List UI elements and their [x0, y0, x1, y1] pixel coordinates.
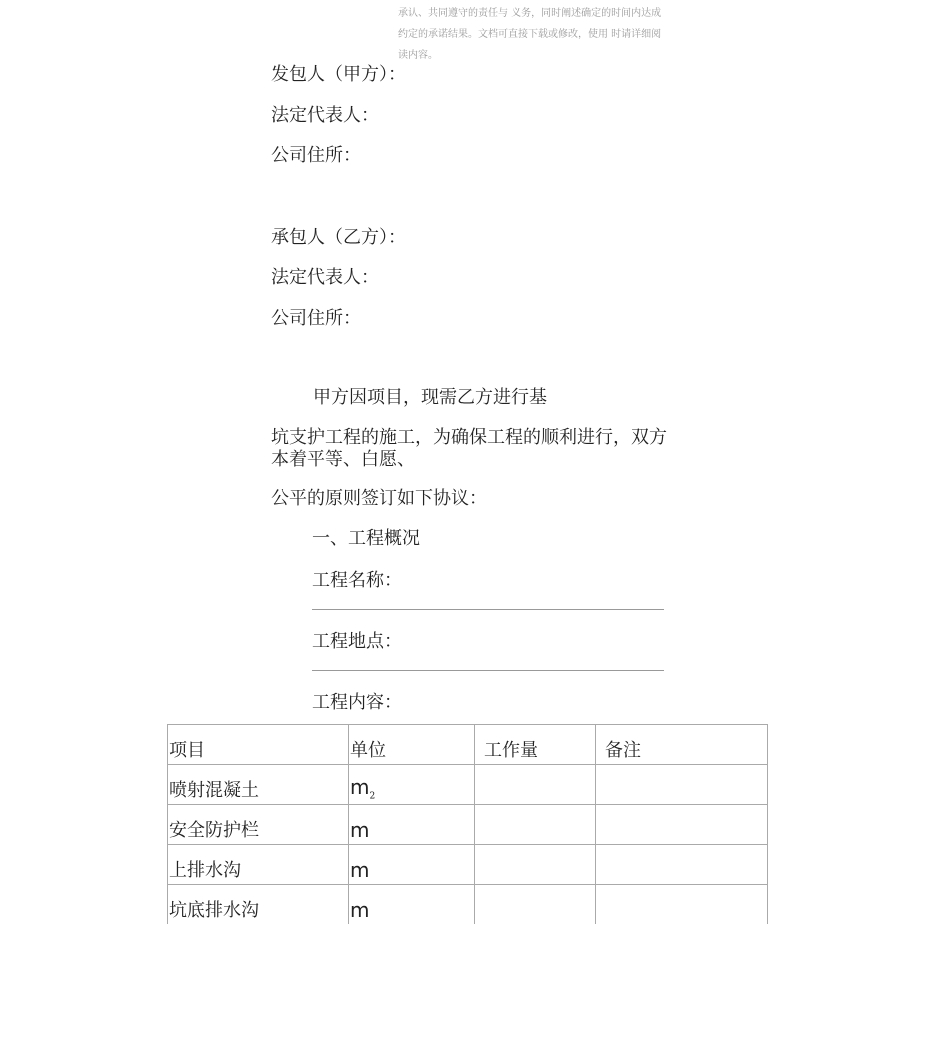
header-note: 备注 [596, 725, 768, 765]
cell-quantity[interactable] [475, 845, 596, 885]
cell-item: 安全防护栏 [168, 805, 349, 845]
cell-unit [349, 765, 475, 805]
cell-item: 坑底排水沟 [168, 885, 349, 925]
party-a-address: 公司住所： [271, 145, 361, 166]
section-heading: 一、工程概况 [312, 528, 420, 549]
cell-note[interactable] [596, 805, 768, 845]
cell-item: 喷射混凝土 [168, 765, 349, 805]
cell-unit [349, 885, 475, 925]
project-location-line [312, 670, 664, 671]
party-b-legal-rep: 法定代表人： [271, 267, 379, 288]
party-a-title: 发包人（甲方）： [271, 64, 406, 85]
header-unit: 单位 [349, 725, 475, 765]
preamble-line-3: 公平的原则签订如下协议： [271, 488, 487, 509]
unit-text: m [350, 775, 370, 800]
table-row [168, 805, 768, 845]
unit-text: m [350, 818, 370, 842]
project-name-line [312, 609, 664, 610]
cell-item: 上排水沟 [168, 845, 349, 885]
preamble-line-1: 甲方因项目，现需乙方进行基 [313, 387, 547, 408]
table-row [168, 885, 768, 925]
cell-note[interactable] [596, 765, 768, 805]
header-quantity: 工作量 [475, 725, 596, 765]
project-content-label: 工程内容： [312, 692, 402, 713]
header-item: 项目 [168, 725, 349, 765]
table-row [168, 845, 768, 885]
cell-quantity[interactable] [475, 805, 596, 845]
project-name-label: 工程名称： [312, 570, 402, 591]
party-b-address: 公司住所： [271, 308, 361, 329]
cell-unit [349, 845, 475, 885]
cell-quantity[interactable] [475, 765, 596, 805]
header-note: 承认、共同遵守的责任与 义务，同时阐述确定的时间内达成约定的承诺结果。文档可直接下载或修改，使用 时请详细阅读内容。 [398, 8, 662, 61]
party-b-title: 承包人（乙方）： [271, 227, 406, 248]
preamble-line-2: 坑支护工程的施工，为确保工程的顺利进行，双方本着平等、白愿、 [271, 427, 667, 470]
unit-superscript: 2 [369, 792, 376, 802]
table-row [168, 765, 768, 805]
unit-text: m [350, 858, 370, 882]
cell-note[interactable] [596, 885, 768, 925]
cell-quantity[interactable] [475, 885, 596, 925]
table-header-row [168, 725, 768, 765]
unit-text: m [350, 898, 370, 922]
project-location-label: 工程地点： [312, 631, 402, 652]
cell-unit [349, 805, 475, 845]
cell-note[interactable] [596, 845, 768, 885]
party-a-legal-rep: 法定代表人： [271, 105, 379, 126]
work-content-table [167, 724, 768, 924]
